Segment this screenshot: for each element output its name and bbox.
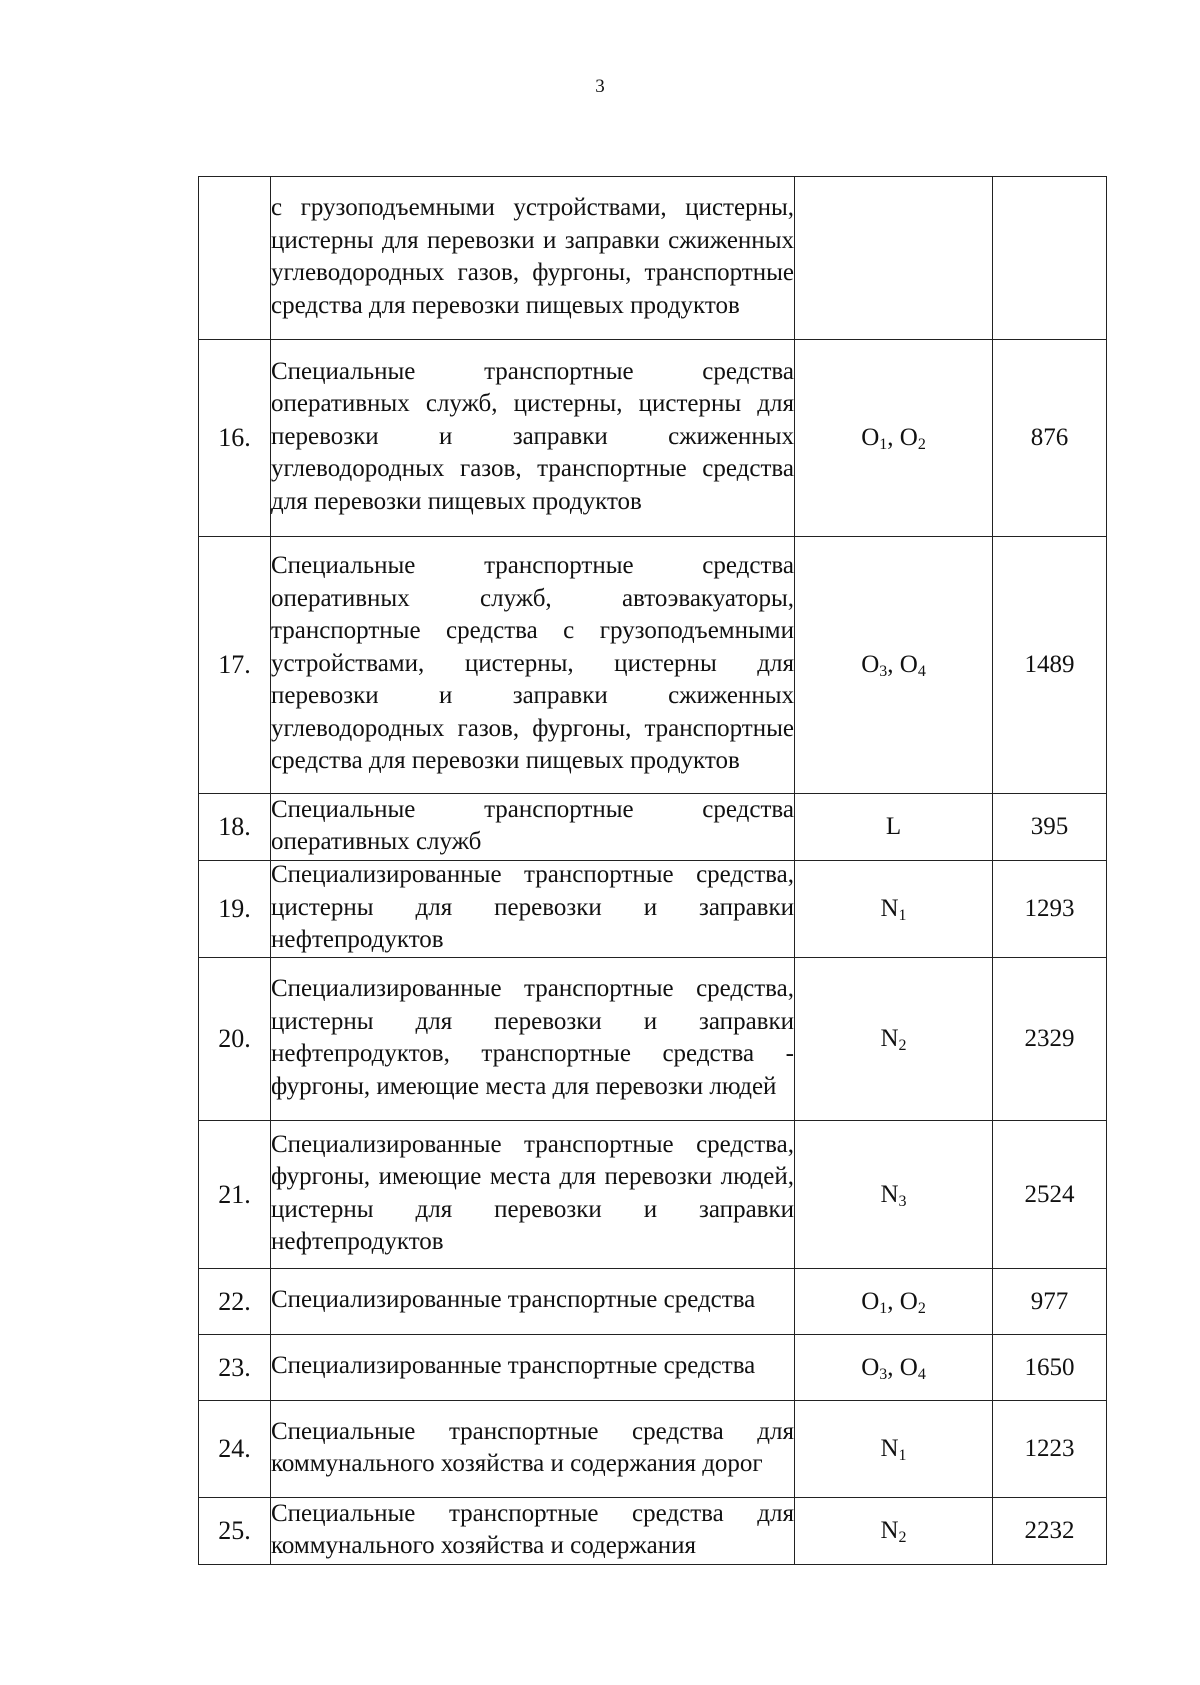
row-description-cell [271, 794, 795, 861]
row-description: Специализированные транспортные средства, цистерны для перевозки и заправки нефтепродуктов, транспортные средства - фургоны, имеющие места для перевозки людей [271, 975, 794, 1100]
row-category: $N_1$ [795, 861, 993, 958]
table-row [199, 1269, 1107, 1335]
table-row [199, 794, 1107, 861]
row-description-cell [271, 1401, 795, 1498]
row-description-cell [271, 1498, 795, 1565]
row-description-cell [271, 537, 795, 794]
row-value: 876 [993, 340, 1107, 537]
row-value: 1650 [993, 1335, 1107, 1401]
row-category: $N_3$ [795, 1121, 993, 1269]
row-category [795, 177, 993, 340]
row-description: Специальные транспортные средства для коммунального хозяйства и содержания [271, 1499, 794, 1559]
row-description: Специализированные транспортные средства [271, 1286, 756, 1314]
row-number: 24. [199, 1401, 271, 1498]
row-category: $N_2$ [795, 1498, 993, 1565]
row-description-cell [271, 861, 795, 958]
row-value [993, 177, 1107, 340]
row-description: Специализированные транспортные средства [271, 1352, 756, 1380]
row-number: 18. [199, 794, 271, 861]
table-row [199, 340, 1107, 537]
row-number: 22. [199, 1269, 271, 1335]
page-number: 3 [595, 76, 605, 97]
row-number: 16. [199, 340, 271, 537]
row-value: 1293 [993, 861, 1107, 958]
row-number: 17. [199, 537, 271, 794]
row-number: 20. [199, 958, 271, 1121]
table-row [199, 1401, 1107, 1498]
row-description-cell [271, 340, 795, 537]
table-row [199, 861, 1107, 958]
table-row [199, 958, 1107, 1121]
row-description: с грузоподъемными устройствами, цистерны, цистерны для перевозки и заправки сжиженных углеводородных газов, фургоны, транспортные средства для перевозки пищевых продуктов [271, 194, 794, 319]
row-number: 21. [199, 1121, 271, 1269]
table-row [199, 1121, 1107, 1269]
row-description-cell [271, 1121, 795, 1269]
row-number: 23. [199, 1335, 271, 1401]
row-description: Специальные транспортные средства оперативных служб, цистерны, цистерны для перевозки и заправки сжиженных углеводородных газов, транспортные средства для перевозки пищевых продуктов [271, 357, 794, 515]
row-description-cell [271, 958, 795, 1121]
row-category: L [795, 794, 993, 861]
row-description-cell [271, 1335, 795, 1401]
row-description-cell [271, 1269, 795, 1335]
row-value: 395 [993, 794, 1107, 861]
row-description: Специализированные транспортные средства, фургоны, имеющие места для перевозки людей, цистерны для перевозки и заправки нефтепродуктов [271, 1130, 794, 1255]
table-row [199, 1498, 1107, 1565]
table-row [199, 177, 1107, 340]
row-value: 2524 [993, 1121, 1107, 1269]
row-number: 19. [199, 861, 271, 958]
row-category: $N_2$ [795, 958, 993, 1121]
row-description: Специальные транспортные средства оперативных служб [271, 795, 794, 855]
row-description: Специальные транспортные средства оперативных служб, автоэвакуаторы, транспортные средства с грузоподъемными устройствами, цистерны, цистерны для перевозки и заправки сжиженных углеводородных газов, фургоны, транспортные средства для перевозки пищевых продуктов [271, 552, 794, 775]
row-description-cell [271, 177, 795, 340]
row-description: Специальные транспортные средства для коммунального хозяйства и содержания дорог [271, 1417, 794, 1477]
row-value: 1223 [993, 1401, 1107, 1498]
vehicle-category-table [198, 176, 1107, 1565]
row-value: 2232 [993, 1498, 1107, 1565]
row-category: $O_3$, $O_4$ [795, 1335, 993, 1401]
row-category: $N_1$ [795, 1401, 993, 1498]
row-number [199, 177, 271, 340]
row-description: Специализированные транспортные средства, цистерны для перевозки и заправки нефтепродуктов [271, 861, 794, 954]
table-row [199, 537, 1107, 794]
row-value: 977 [993, 1269, 1107, 1335]
row-category: $O_3$, $O_4$ [795, 537, 993, 794]
row-category: $O_1$, $O_2$ [795, 340, 993, 537]
row-value: 2329 [993, 958, 1107, 1121]
table-row [199, 1335, 1107, 1401]
row-value: 1489 [993, 537, 1107, 794]
row-category: $O_1$, $O_2$ [795, 1269, 993, 1335]
row-number: 25. [199, 1498, 271, 1565]
